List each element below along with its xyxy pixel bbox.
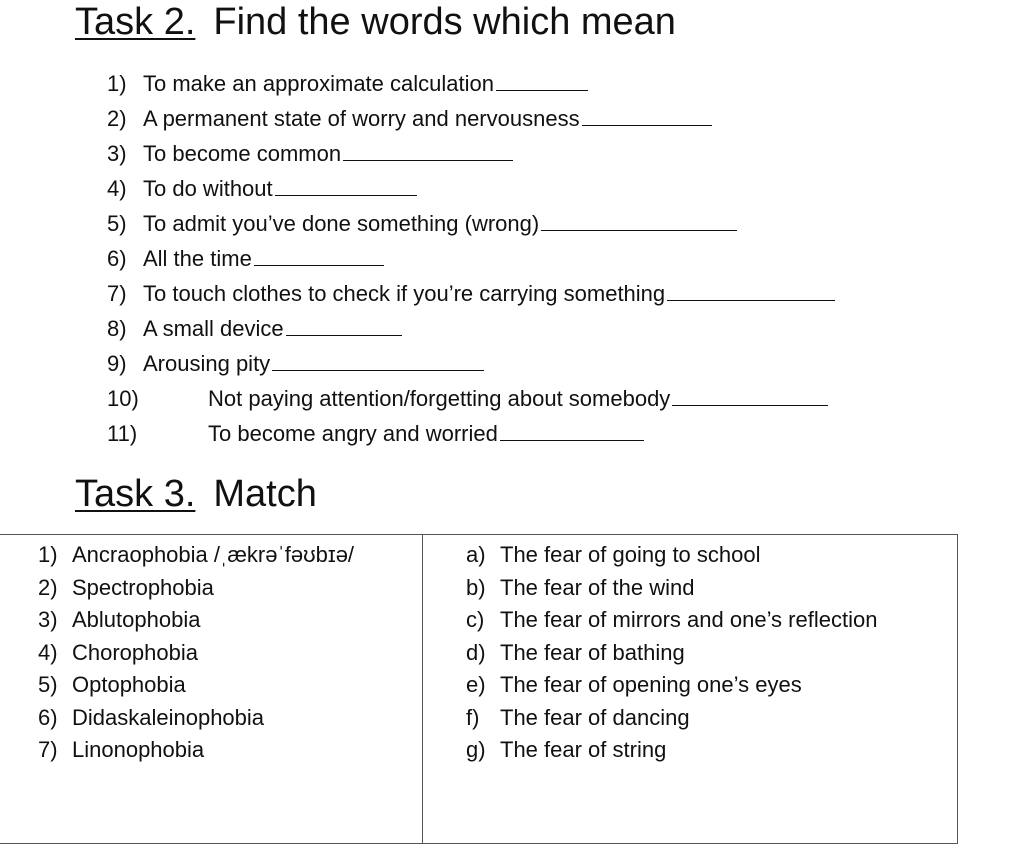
phobia-item — [38, 669, 354, 702]
task2-title: Find the words which mean — [213, 1, 676, 43]
meaning-item — [466, 572, 877, 605]
question-item — [107, 241, 835, 276]
answer-blank[interactable] — [286, 315, 402, 336]
phobia-number: 5) — [38, 672, 58, 697]
answer-blank[interactable] — [541, 210, 737, 231]
meaning-item — [466, 604, 877, 637]
phobia-name: Optophobia — [72, 672, 186, 697]
question-number: 5) — [107, 211, 127, 236]
phobia-item — [38, 734, 354, 767]
phobia-number: 3) — [38, 607, 58, 632]
question-item — [107, 66, 835, 101]
question-text: A permanent state of worry and nervousness — [143, 106, 580, 131]
meaning-text: The fear of string — [500, 737, 667, 762]
question-number: 11) — [107, 421, 138, 446]
answer-blank[interactable] — [343, 140, 513, 161]
question-number: 2) — [107, 106, 127, 131]
phobia-number: 2) — [38, 574, 58, 600]
question-number: 3) — [107, 141, 127, 166]
phobia-name: Didaskaleinophobia — [72, 704, 265, 730]
answer-blank[interactable] — [254, 245, 384, 266]
question-item — [107, 276, 835, 311]
question-item — [107, 416, 835, 451]
meaning-item — [466, 669, 877, 702]
answer-blank[interactable] — [582, 105, 712, 126]
question-text: To become angry and worried — [208, 421, 498, 446]
task2-question-list — [107, 66, 835, 451]
task3-heading — [75, 472, 317, 516]
meaning-text: The fear of bathing — [500, 639, 685, 665]
question-number: 10) — [107, 386, 139, 411]
phobia-list — [38, 539, 354, 767]
phobia-name: Ancraophobia /ˌækrəˈfəʊbɪə/ — [72, 542, 355, 567]
meaning-text: The fear of mirrors and one’s reflection — [500, 607, 878, 632]
meaning-text: The fear of the wind — [500, 574, 695, 600]
meaning-list — [466, 539, 877, 767]
phobia-name: Spectrophobia — [72, 574, 214, 600]
phobia-item — [38, 702, 354, 735]
question-text: To admit you’ve done something (wrong) — [143, 211, 540, 236]
task2-heading — [75, 0, 676, 44]
question-text: A small device — [143, 316, 284, 341]
question-number: 7) — [107, 281, 127, 306]
question-text: To touch clothes to check if you’re carrying something — [143, 281, 666, 306]
question-text: Arousing pity — [143, 351, 271, 376]
answer-blank[interactable] — [496, 70, 588, 91]
column-divider — [422, 535, 423, 843]
phobia-name: Linonophobia — [72, 737, 205, 762]
phobia-item — [38, 604, 354, 637]
question-number: 8) — [107, 316, 127, 341]
question-number: 1) — [107, 71, 127, 96]
question-number: 4) — [107, 176, 127, 201]
phobia-item — [38, 572, 354, 605]
question-item — [107, 101, 835, 136]
phobia-item — [38, 539, 354, 572]
task3-title: Match — [213, 473, 317, 515]
phobia-number: 6) — [38, 704, 58, 730]
meaning-letter: g) — [466, 737, 486, 762]
task2-label: Task 2. — [75, 1, 196, 43]
question-text: Not paying attention/forgetting about somebody — [208, 386, 671, 411]
question-number: 6) — [107, 246, 127, 271]
phobia-number: 1) — [38, 542, 58, 567]
answer-blank[interactable] — [672, 385, 828, 406]
question-item — [107, 311, 835, 346]
answer-blank[interactable] — [667, 280, 835, 301]
phobia-name: Ablutophobia — [72, 607, 201, 632]
phobia-number: 4) — [38, 639, 58, 665]
match-table — [0, 534, 958, 844]
meaning-letter: b) — [466, 574, 486, 600]
answer-blank[interactable] — [272, 350, 484, 371]
task3-label: Task 3. — [75, 473, 196, 515]
meaning-letter: a) — [466, 542, 486, 567]
answer-blank[interactable] — [500, 420, 644, 441]
answer-blank[interactable] — [275, 175, 417, 196]
meaning-letter: c) — [466, 607, 485, 632]
question-item — [107, 206, 835, 241]
meaning-item — [466, 734, 877, 767]
meaning-text: The fear of going to school — [500, 542, 761, 567]
question-number: 9) — [107, 351, 127, 376]
question-item — [107, 136, 835, 171]
question-text: To become common — [143, 141, 342, 166]
question-text: All the time — [143, 246, 252, 271]
question-text: To do without — [143, 176, 273, 201]
meaning-letter: e) — [466, 672, 486, 697]
question-text: To make an approximate calculation — [143, 71, 494, 96]
meaning-item — [466, 539, 877, 572]
phobia-name: Chorophobia — [72, 639, 198, 665]
meaning-item — [466, 702, 877, 735]
question-item — [107, 171, 835, 206]
phobia-item — [38, 637, 354, 670]
meaning-letter: d) — [466, 639, 486, 665]
meaning-item — [466, 637, 877, 670]
question-item — [107, 346, 835, 381]
question-item — [107, 381, 835, 416]
meaning-letter: f) — [466, 704, 480, 730]
meaning-text: The fear of opening one’s eyes — [500, 672, 802, 697]
meaning-text: The fear of dancing — [500, 704, 690, 730]
phobia-number: 7) — [38, 737, 58, 762]
